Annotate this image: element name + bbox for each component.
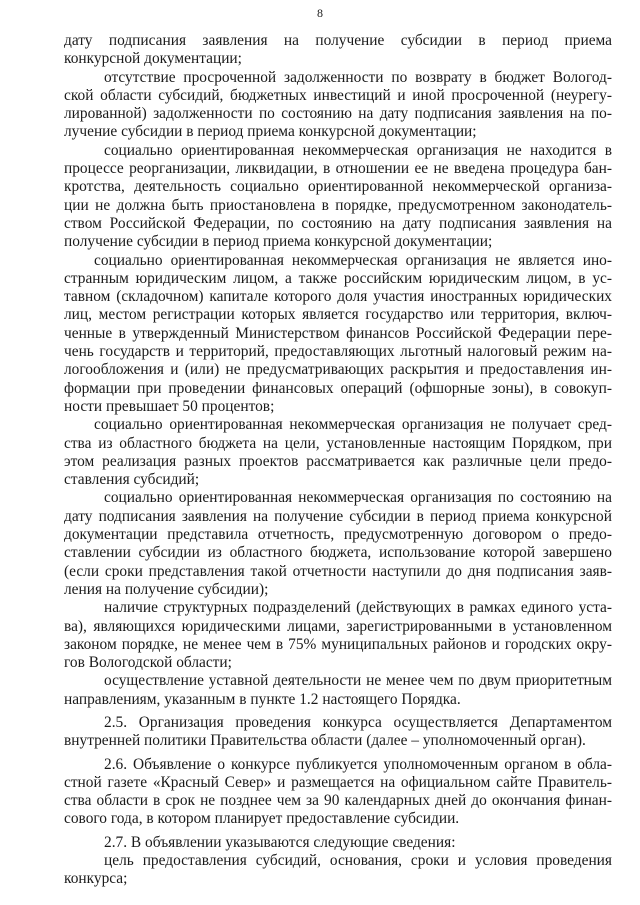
- text-line: лированной) задолженности по состоянию на дату подписания заявления на по-: [64, 105, 612, 123]
- text-line: стной газете «Красный Север» и размещается на официальном сайте Правитель-: [64, 773, 612, 791]
- text-line: кротства, деятельность социально ориентированной некоммерческой организа-: [64, 178, 612, 196]
- text-line: 2.7. В объявлении указываются следующие сведения:: [104, 833, 456, 851]
- text-line: социально ориентированная некоммерческая организация не является ино-: [94, 251, 612, 269]
- paragraph: [64, 69, 612, 142]
- text-line: процессе реорганизации, ликвидации, в отношении ее не введена процедура бан-: [64, 160, 612, 178]
- paragraph: [64, 599, 612, 672]
- text-line: тавном (складочном) капитале которого доля участия иностранных юридических: [64, 288, 612, 306]
- text-line: ставления субсидий;: [64, 471, 200, 489]
- paragraph: [64, 852, 612, 889]
- text-line: дату подписания заявления на получение субсидии в период приема: [64, 32, 612, 49]
- paragraph: [64, 142, 612, 252]
- text-line: получение субсидии в период приема конкурсной документации;: [64, 233, 493, 251]
- text-line: дату подписания заявления на получение субсидии в период приема конкурсной: [64, 507, 612, 525]
- text-line: лиц, местом регистрации которых является государство или территория, включ-: [64, 306, 612, 324]
- paragraph: [64, 834, 612, 852]
- text-line: лучение субсидии в период приема конкурсной документации;: [64, 123, 477, 141]
- text-line: социально ориентированная некоммерческая организация по состоянию на: [104, 489, 612, 507]
- text-line: этом реализация разных проектов рассматривается как различные цели предо-: [64, 452, 612, 470]
- text-line: документации представила отчетность, предусмотренную договором о предо-: [64, 526, 612, 544]
- paragraph: [64, 756, 612, 829]
- text-line: наличие структурных подразделений (действующих в рамках единого уста-: [104, 599, 612, 617]
- text-line: законом порядке, не менее чем в 75% муниципальных районов и городских окру-: [64, 635, 612, 653]
- text-line: ства области в срок не позднее чем за 90 календарных дней до окончания финан-: [64, 792, 612, 810]
- text-line: 2.6. Объявление о конкурсе публикуется уполномоченным органом в обла-: [104, 755, 612, 773]
- text-line: (если сроки представления такой отчетности наступили до дня подписания заяв-: [64, 562, 612, 580]
- text-line: формации при проведении финансовых операций (офшорные зоны), в совокуп-: [64, 379, 612, 397]
- text-line: отсутствие просроченной задолженности по возврату в бюджет Вологод-: [104, 68, 612, 86]
- text-line: 2.5. Организация проведения конкурса осуществляется Департаментом: [104, 713, 612, 731]
- text-line: ства из областного бюджета на цели, установленные настоящим Порядком, при: [64, 434, 612, 452]
- text-line: социально ориентированная некоммерческая организация не находится в: [104, 141, 612, 159]
- text-line: конкурса;: [64, 870, 128, 888]
- text-line: осуществление уставной деятельности не менее чем по двум приоритетным: [104, 672, 612, 690]
- text-line: социально ориентированная некоммерческая организация не получает сред-: [94, 416, 612, 434]
- paragraph: [64, 416, 612, 489]
- text-line: ции не должна быть приостановлена в порядке, предусмотренном законодатель-: [64, 196, 612, 214]
- document-body: [64, 32, 612, 889]
- text-line: гов Вологодской области;: [64, 654, 232, 672]
- paragraph: [64, 672, 612, 709]
- page-number: 8: [317, 6, 323, 20]
- paragraph: [64, 252, 612, 417]
- text-line: логообложения и (или) не предусматривающих раскрытия и предоставления ин-: [64, 361, 612, 379]
- paragraph: [64, 714, 612, 751]
- text-line: ности превышает 50 процентов;: [64, 397, 275, 415]
- text-line: странным юридическим лицом, а также российским юридическим лицом, в ус-: [64, 269, 612, 287]
- text-line: направлениям, указанным в пункте 1.2 настоящего Порядка.: [64, 690, 461, 708]
- text-line: цель предоставления субсидий, основания, сроки и условия проведения: [104, 852, 612, 870]
- paragraph: [64, 489, 612, 599]
- text-line: конкурсной документации;: [64, 50, 242, 68]
- text-line: ством Российской Федерации, по состоянию на дату подписания заявления на: [64, 214, 612, 232]
- text-line: ставлении субсидии из областного бюджета, использование которой завершено: [64, 544, 612, 562]
- text-line: чень государств и территорий, предоставляющих льготный налоговый режим на-: [64, 343, 612, 361]
- text-line: ской области субсидий, бюджетных инвестиций и иной просроченной (неурегу-: [64, 86, 612, 104]
- text-line: сового года, в котором планирует предоставление субсидии.: [64, 810, 460, 828]
- text-line: ления на получение субсидии);: [64, 580, 269, 598]
- text-line: ва), являющихся юридическими лицами, зарегистрированными в установленном: [64, 617, 612, 635]
- paragraph: [64, 32, 612, 69]
- text-line: ченные в утвержденный Министерством финансов Российской Федерации пере-: [64, 324, 612, 342]
- text-line: внутренней политики Правительства области (далее – уполномоченный орган).: [64, 732, 586, 750]
